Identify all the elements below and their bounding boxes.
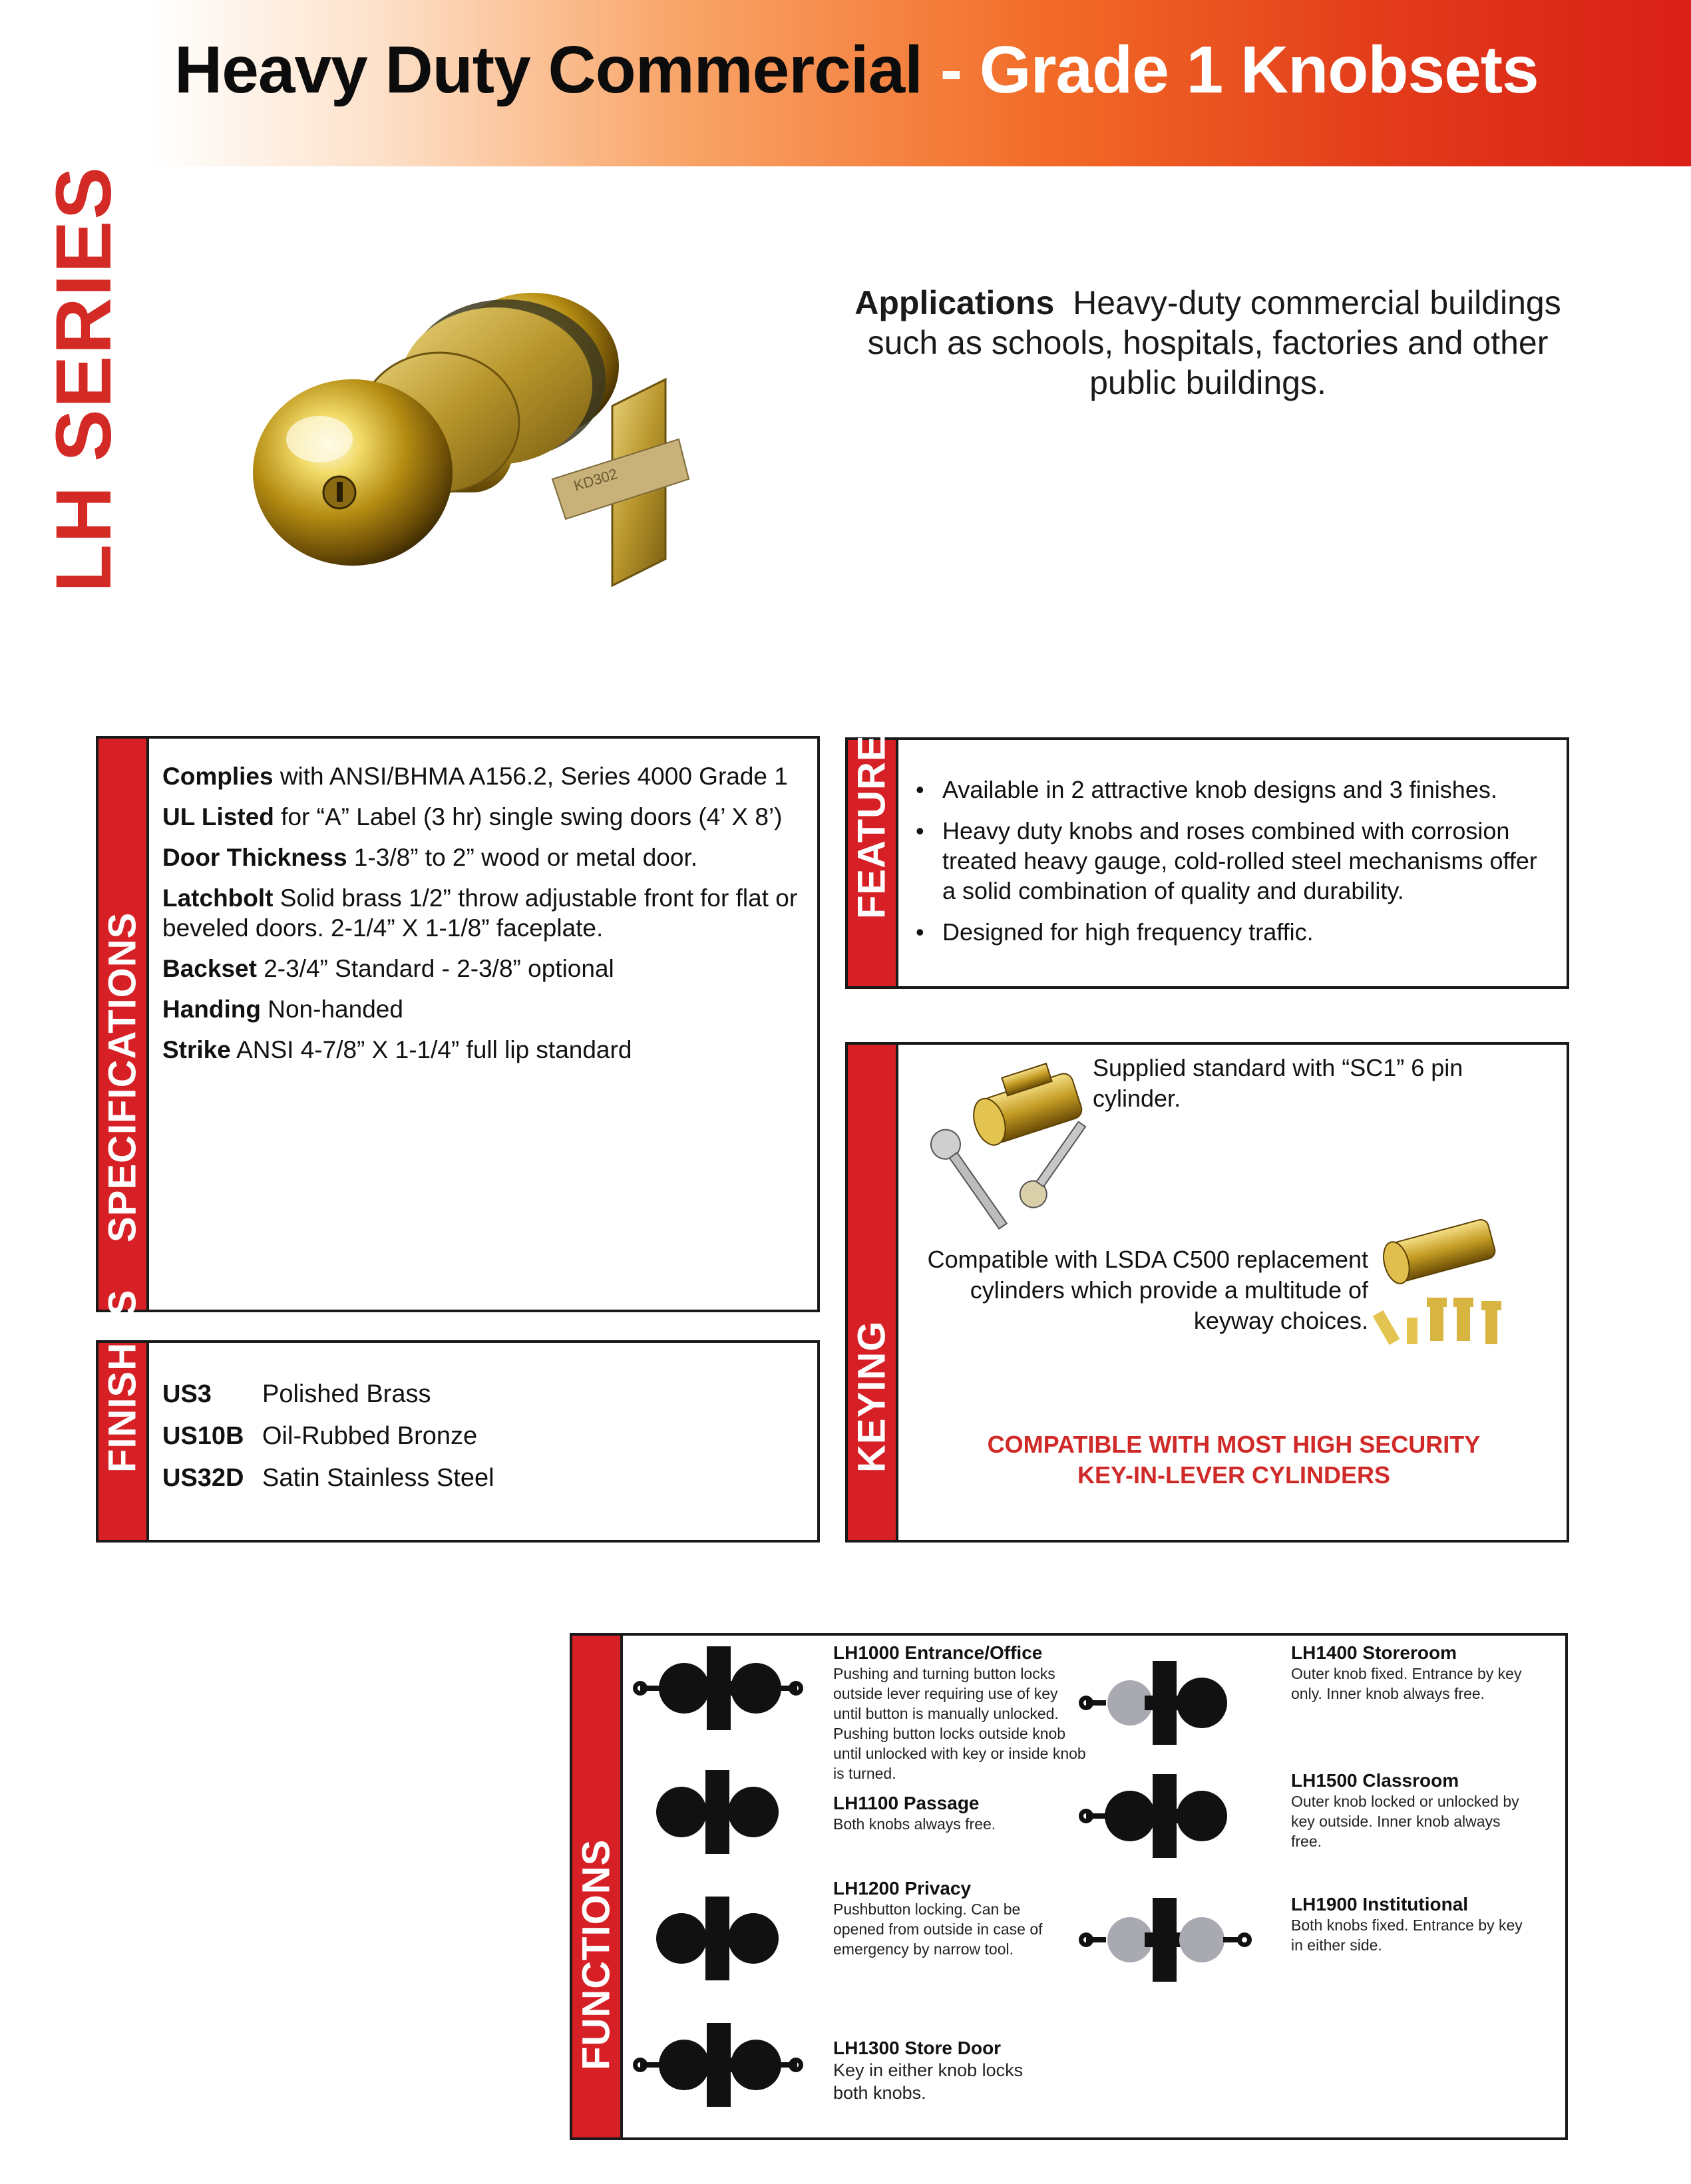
spec-row — [162, 837, 804, 878]
finish-name: Oil-Rubbed Bronze — [262, 1422, 478, 1450]
latch-stamp: KD302 — [572, 465, 620, 494]
spec-row — [162, 1029, 804, 1070]
spec-value: 1-3/8” to 2” wood or metal door. — [347, 844, 698, 871]
function-classroom — [1291, 1770, 1531, 1851]
function-description: Outer knob locked or unlocked by key outside. Inner knob always free. — [1291, 1793, 1519, 1850]
feature-item: • Available in 2 attractive knob designs and 3 finishes. — [914, 775, 1553, 805]
page-title — [174, 32, 1539, 108]
function-description: Both knobs always free. — [833, 1815, 996, 1833]
spec-row — [162, 989, 804, 1029]
spec-label: Handing — [162, 996, 261, 1023]
finish-name: Polished Brass — [262, 1380, 431, 1408]
spec-row — [162, 756, 804, 797]
specifications-box — [96, 736, 820, 1312]
function-description: Both knobs fixed. Entrance by key in either side. — [1291, 1916, 1523, 1954]
feature-item: • Heavy duty knobs and roses combined with corrosion treated heavy gauge, cold-rolled steel mechanisms offer a solid combination of quality and durability. — [914, 816, 1553, 906]
function-storeroom — [1291, 1642, 1531, 1704]
specifications-tab — [98, 739, 149, 1310]
spec-label: Backset — [162, 955, 257, 982]
title-separator: - — [922, 33, 980, 107]
spec-label: UL Listed — [162, 803, 274, 830]
function-title: LH1900 Institutional — [1291, 1894, 1469, 1914]
spec-value: with ANSI/BHMA A156.2, Series 4000 Grade 1 — [273, 763, 788, 790]
finishes-box — [96, 1289, 820, 1543]
high-security-note — [901, 1429, 1567, 1491]
function-diagram-classroom — [1078, 1773, 1238, 1859]
finish-name: Satin Stainless Steel — [262, 1464, 494, 1492]
function-title: LH1300 Store Door — [833, 2038, 1002, 2058]
spec-label: Strike — [162, 1036, 231, 1063]
function-diagram-store-door — [632, 2022, 805, 2108]
applications-text — [845, 283, 1571, 403]
spec-row — [162, 883, 804, 943]
spec-label: Latchbolt — [162, 884, 274, 912]
specifications-tab-label: SPECIFICATIONS — [100, 912, 144, 1242]
spec-label: Complies — [162, 763, 274, 790]
replacement-cylinders-image — [1367, 1211, 1520, 1364]
title-main: Heavy Duty Commercial — [174, 33, 922, 107]
functions-tab-label: FUNCTIONS — [574, 1839, 618, 2070]
title-grade: Grade 1 Knobsets — [979, 33, 1539, 107]
finish-row — [162, 1373, 804, 1415]
applications-label: Applications — [854, 284, 1055, 321]
function-description: Key in either knob locks both knobs. — [833, 2060, 1024, 2103]
function-privacy — [833, 1878, 1066, 1959]
spec-row — [162, 797, 804, 837]
keying-box — [845, 1042, 1569, 1543]
keying-tab — [848, 1045, 898, 1540]
function-title: LH1400 Storeroom — [1291, 1642, 1457, 1663]
feature-item: • Designed for high frequency traffic. — [914, 917, 1553, 947]
knobset-product-image — [240, 279, 745, 626]
finishes-tab — [98, 1289, 149, 1540]
function-institutional — [1291, 1894, 1531, 1955]
function-title: LH1200 Privacy — [833, 1878, 972, 1899]
functions-box — [570, 1633, 1568, 2140]
function-title: LH1500 Classroom — [1291, 1770, 1459, 1791]
finish-code: US3 — [162, 1380, 212, 1408]
function-title: LH1000 Entrance/Office — [833, 1642, 1043, 1663]
function-description: Pushbutton locking. Can be opened from outside in case of emergency by narrow tool. — [833, 1901, 1043, 1958]
high-security-line-1: COMPATIBLE WITH MOST HIGH SECURITY — [987, 1431, 1481, 1458]
keying-compatible-text: Compatible with LSDA C500 replacement cylinders which provide a multitude of keyway choices. — [927, 1246, 1368, 1334]
cylinder-and-keys-image — [912, 1058, 1111, 1231]
function-description: Pushing and turning button locks outside lever requiring use of key until button is manually unlocked. Pushing button locks outside knob until unlocked with key or inside knob is turned. — [833, 1665, 1086, 1782]
function-title: LH1100 Passage — [833, 1793, 980, 1813]
spec-value: ANSI 4-7/8” X 1-1/4” full lip standard — [230, 1036, 632, 1063]
finish-row — [162, 1457, 804, 1499]
finishes-list — [162, 1373, 804, 1499]
finishes-tab-label: FINISHES — [100, 1289, 144, 1473]
finish-row — [162, 1415, 804, 1457]
spec-label: Door Thickness — [162, 844, 347, 871]
function-passage — [833, 1793, 1086, 1834]
keying-standard-text: Supplied standard with “SC1” 6 pin cylinder. — [1093, 1054, 1463, 1112]
function-store-door — [833, 2038, 1053, 2104]
function-diagram-entrance — [632, 1645, 805, 1731]
specifications-list — [162, 756, 804, 1070]
function-diagram-passage — [652, 1769, 785, 1855]
function-entrance-office — [833, 1642, 1086, 1783]
series-label: LH SERIES — [40, 166, 128, 592]
function-description: Outer knob fixed. Entrance by key only. Inner knob always free. — [1291, 1665, 1522, 1702]
spec-value: 2-3/4” Standard - 2-3/8” optional — [256, 955, 614, 982]
spec-value: Solid brass 1/2” throw adjustable front for flat or beveled doors. 2-1/4” X 1-1/8” faceplate. — [162, 884, 798, 942]
function-diagram-institutional — [1078, 1897, 1278, 1983]
spec-value: for “A” Label (3 hr) single swing doors (4’ X 8’) — [274, 803, 783, 830]
features-box — [845, 708, 1569, 989]
finish-code: US10B — [162, 1422, 244, 1450]
function-diagram-privacy — [652, 1895, 785, 1982]
features-tab-label: FEATURES — [850, 708, 894, 919]
high-security-line-2: KEY-IN-LEVER CYLINDERS — [1077, 1461, 1391, 1489]
function-diagram-storeroom — [1078, 1660, 1238, 1746]
features-tab — [848, 708, 898, 986]
finish-code: US32D — [162, 1464, 244, 1492]
keying-tab-label: KEYING — [850, 1320, 894, 1473]
applications-description: Heavy-duty commercial buildings such as schools, hospitals, factories and other public buildings. — [867, 284, 1561, 401]
spec-row — [162, 948, 804, 989]
features-list — [914, 775, 1553, 958]
functions-tab — [572, 1636, 623, 2137]
spec-value: Non-handed — [260, 996, 403, 1023]
